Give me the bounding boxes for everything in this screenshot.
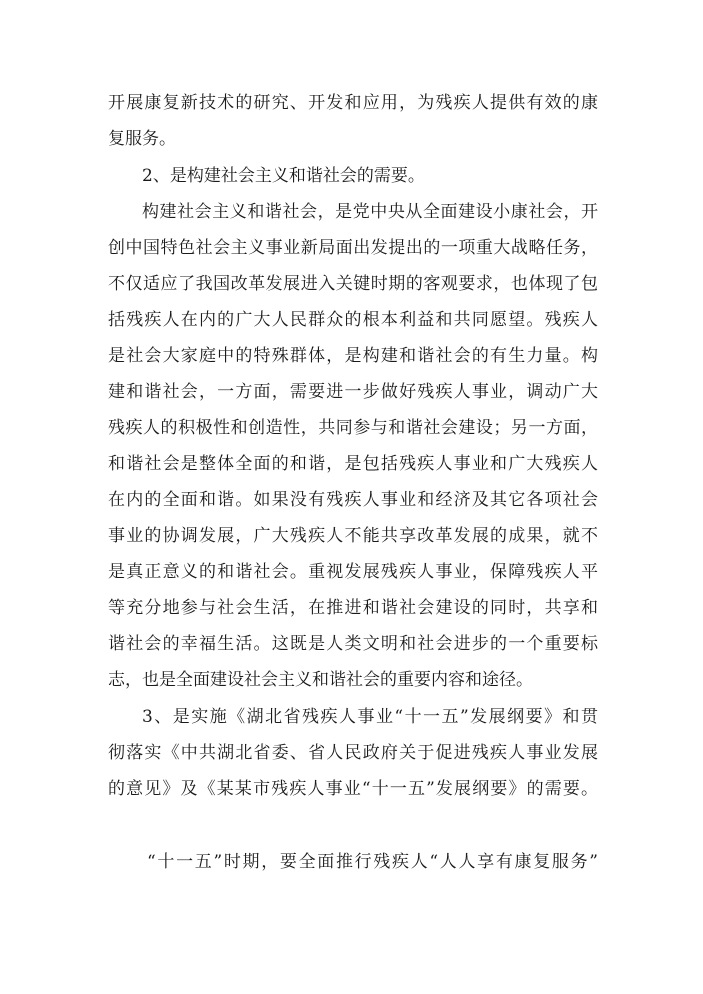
text-line: 的意见》及《某某市残疾人事业“十一五”发展纲要》的需要。	[108, 779, 598, 799]
text-line: 建和谐社会，一方面，需要进一步做好残疾人事业，调动广大	[108, 382, 598, 402]
text-line: 在内的全面和谐。如果没有残疾人事业和经济及其它各项社会	[108, 490, 598, 510]
text-line: 创中国特色社会主义事业新局面出发提出的一项重大战略任务，	[108, 238, 598, 258]
text-line: 谐社会的幸福生活。这既是人类文明和社会进步的一个重要标	[108, 634, 598, 654]
text-line: 志，也是全面建设社会主义和谐社会的重要内容和途径。	[108, 670, 533, 690]
text-line: 彻落实《中共湖北省委、省人民政府关于促进残疾人事业发展	[108, 743, 598, 763]
text-line: 构建社会主义和谐社会，是党中央从全面建设小康社会，开	[142, 202, 598, 222]
text-line: 事业的协调发展，广大残疾人不能共享改革发展的成果，就不	[108, 526, 598, 546]
text-line: 是社会大家庭中的特殊群体，是构建和谐社会的有生力量。构	[108, 346, 598, 366]
text-line: 复服务。	[108, 129, 176, 149]
text-line: 残疾人的积极性和创造性，共同参与和谐社会建设；另一方面，	[108, 418, 598, 438]
text-line: 不仅适应了我国改革发展进入关键时期的客观要求，也体现了包	[108, 274, 598, 294]
section-heading-3: 3、是实施《湖北省残疾人事业“十一五”发展纲要》和贯	[142, 707, 598, 727]
text-line: 等充分地参与社会生活，在推进和谐社会建设的同时，共享和	[108, 598, 598, 618]
text-line: 是真正意义的和谐社会。重视发展残疾人事业，保障残疾人平	[108, 562, 598, 582]
section-heading-2: 2、是构建社会主义和谐社会的需要。	[142, 166, 425, 186]
text-line: 开展康复新技术的研究、开发和应用，为残疾人提供有效的康	[108, 93, 598, 113]
text-line: 和谐社会是整体全面的和谐，是包括残疾人事业和广大残疾人	[108, 454, 598, 474]
text-line: “十一五”时期，要全面推行残疾人“人人享有康复服务”	[147, 852, 598, 872]
text-line: 括残疾人在内的广大人民群众的根本利益和共同愿望。残疾人	[108, 310, 598, 330]
